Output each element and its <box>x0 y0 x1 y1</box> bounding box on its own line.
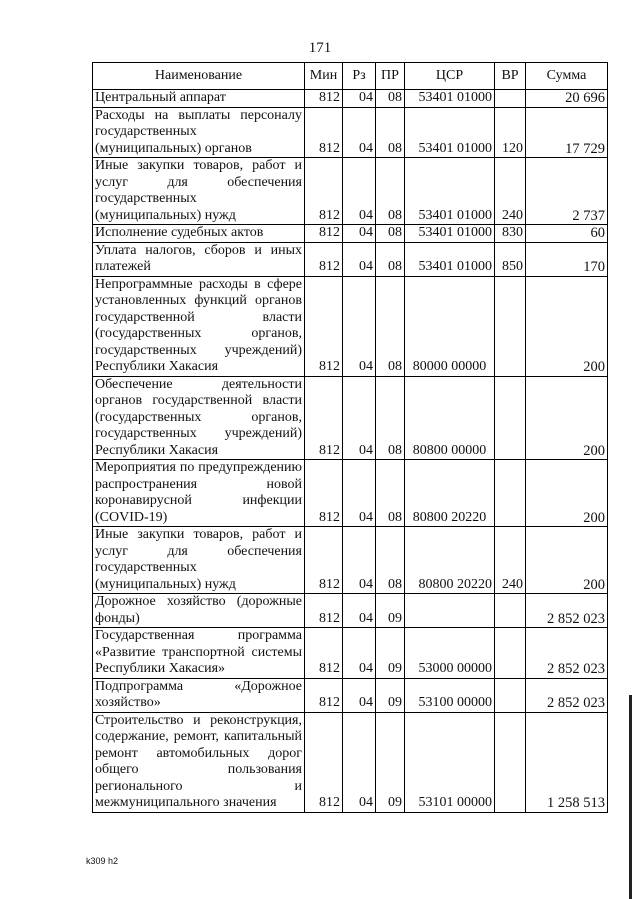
table-row <box>93 276 608 376</box>
row-name: Иные закупки товаров, работ и услуг для обеспечения государственных (муниципальных) нужд <box>93 527 305 594</box>
row-name: Дорожное хозяйство (дорожные фонды) <box>93 594 305 628</box>
table-row <box>93 460 608 527</box>
row-pr: 08 <box>376 376 405 460</box>
row-sum: 200 <box>526 276 608 376</box>
row-name: Строительство и реконструкция, содержание, ремонт, капитальный ремонт автомобильных дорог общего пользования регионального и межмуниципального значения <box>93 712 305 812</box>
row-min: 812 <box>305 460 343 527</box>
row-pr: 08 <box>376 242 405 276</box>
row-vr <box>495 678 526 712</box>
row-min: 812 <box>305 712 343 812</box>
scan-edge-line <box>629 695 632 899</box>
row-vr: 830 <box>495 225 526 243</box>
table-row <box>93 678 608 712</box>
row-min: 812 <box>305 276 343 376</box>
row-pr: 08 <box>376 527 405 594</box>
row-vr <box>495 460 526 527</box>
row-name: Уплата налогов, сборов и иных платежей <box>93 242 305 276</box>
footer-code: k309 h2 <box>86 856 119 866</box>
row-csr: 53401 01000 <box>405 242 495 276</box>
table-row <box>93 527 608 594</box>
row-name: Обеспечение деятельности органов государственной власти (государственных органов, государственных учреждений) Республики Хакасия <box>93 376 305 460</box>
row-name: Центральный аппарат <box>93 90 305 108</box>
row-min: 812 <box>305 242 343 276</box>
table-row <box>93 225 608 243</box>
row-vr <box>495 276 526 376</box>
row-rz: 04 <box>343 628 376 679</box>
row-sum: 20 696 <box>526 90 608 108</box>
row-min: 812 <box>305 628 343 679</box>
row-csr: 53401 01000 <box>405 90 495 108</box>
table-row <box>93 107 608 158</box>
table-row <box>93 242 608 276</box>
row-csr: 80000 00000 <box>405 276 495 376</box>
table-row <box>93 376 608 460</box>
row-pr: 09 <box>376 594 405 628</box>
row-vr <box>495 628 526 679</box>
row-name: Иные закупки товаров, работ и услуг для обеспечения государственных (муниципальных) нужд <box>93 158 305 225</box>
row-rz: 04 <box>343 276 376 376</box>
header-row <box>93 63 608 90</box>
row-vr: 120 <box>495 107 526 158</box>
row-vr: 850 <box>495 242 526 276</box>
row-csr: 53101 00000 <box>405 712 495 812</box>
row-pr: 08 <box>376 225 405 243</box>
row-vr <box>495 376 526 460</box>
row-sum: 2 852 023 <box>526 594 608 628</box>
table-row <box>93 90 608 108</box>
budget-table <box>92 62 608 813</box>
row-rz: 04 <box>343 594 376 628</box>
row-sum: 2 737 <box>526 158 608 225</box>
row-csr: 53100 00000 <box>405 678 495 712</box>
row-csr: 53000 00000 <box>405 628 495 679</box>
row-pr: 08 <box>376 107 405 158</box>
row-sum: 200 <box>526 460 608 527</box>
header-name: Наименование <box>93 63 305 90</box>
row-sum: 17 729 <box>526 107 608 158</box>
row-min: 812 <box>305 225 343 243</box>
row-sum: 1 258 513 <box>526 712 608 812</box>
row-rz: 04 <box>343 527 376 594</box>
row-csr: 80800 20220 <box>405 527 495 594</box>
row-name: Расходы на выплаты персоналу государственных (муниципальных) органов <box>93 107 305 158</box>
row-pr: 08 <box>376 90 405 108</box>
row-vr: 240 <box>495 527 526 594</box>
row-min: 812 <box>305 376 343 460</box>
row-vr: 240 <box>495 158 526 225</box>
row-min: 812 <box>305 678 343 712</box>
row-sum: 2 852 023 <box>526 628 608 679</box>
row-csr: 80800 20220 <box>405 460 495 527</box>
header-csr: ЦСР <box>405 63 495 90</box>
row-vr <box>495 712 526 812</box>
row-min: 812 <box>305 90 343 108</box>
row-rz: 04 <box>343 712 376 812</box>
row-rz: 04 <box>343 90 376 108</box>
row-sum: 60 <box>526 225 608 243</box>
header-pr: ПР <box>376 63 405 90</box>
row-min: 812 <box>305 158 343 225</box>
row-vr <box>495 90 526 108</box>
row-csr: 80800 00000 <box>405 376 495 460</box>
header-sum: Сумма <box>526 63 608 90</box>
row-min: 812 <box>305 594 343 628</box>
table-row <box>93 628 608 679</box>
row-pr: 08 <box>376 276 405 376</box>
header-min: Мин <box>305 63 343 90</box>
row-pr: 08 <box>376 460 405 527</box>
row-rz: 04 <box>343 242 376 276</box>
row-name: Государственная программа «Развитие транспортной системы Республики Хакасия» <box>93 628 305 679</box>
table-row <box>93 594 608 628</box>
row-pr: 08 <box>376 158 405 225</box>
header-vr: ВР <box>495 63 526 90</box>
row-name: Непрограммные расходы в сфере установленных функций органов государственной власти (государственных органов, государственных учреждений) Республики Хакасия <box>93 276 305 376</box>
table-row <box>93 712 608 812</box>
header-rz: Рз <box>343 63 376 90</box>
row-name: Подпрограмма «Дорожное хозяйство» <box>93 678 305 712</box>
row-rz: 04 <box>343 107 376 158</box>
row-rz: 04 <box>343 678 376 712</box>
row-rz: 04 <box>343 460 376 527</box>
row-min: 812 <box>305 527 343 594</box>
row-sum: 200 <box>526 527 608 594</box>
row-sum: 170 <box>526 242 608 276</box>
row-sum: 200 <box>526 376 608 460</box>
row-pr: 09 <box>376 628 405 679</box>
row-pr: 09 <box>376 678 405 712</box>
row-rz: 04 <box>343 158 376 225</box>
row-csr: 53401 01000 <box>405 225 495 243</box>
row-csr: 53401 01000 <box>405 158 495 225</box>
row-sum: 2 852 023 <box>526 678 608 712</box>
row-name: Исполнение судебных актов <box>93 225 305 243</box>
row-vr <box>495 594 526 628</box>
row-rz: 04 <box>343 225 376 243</box>
row-pr: 09 <box>376 712 405 812</box>
page-number: 171 <box>308 40 332 56</box>
row-name: Мероприятия по предупреждению распространения новой коронавирусной инфекции (COVID-19) <box>93 460 305 527</box>
table-row <box>93 158 608 225</box>
row-rz: 04 <box>343 376 376 460</box>
row-csr: 53401 01000 <box>405 107 495 158</box>
row-min: 812 <box>305 107 343 158</box>
row-csr <box>405 594 495 628</box>
